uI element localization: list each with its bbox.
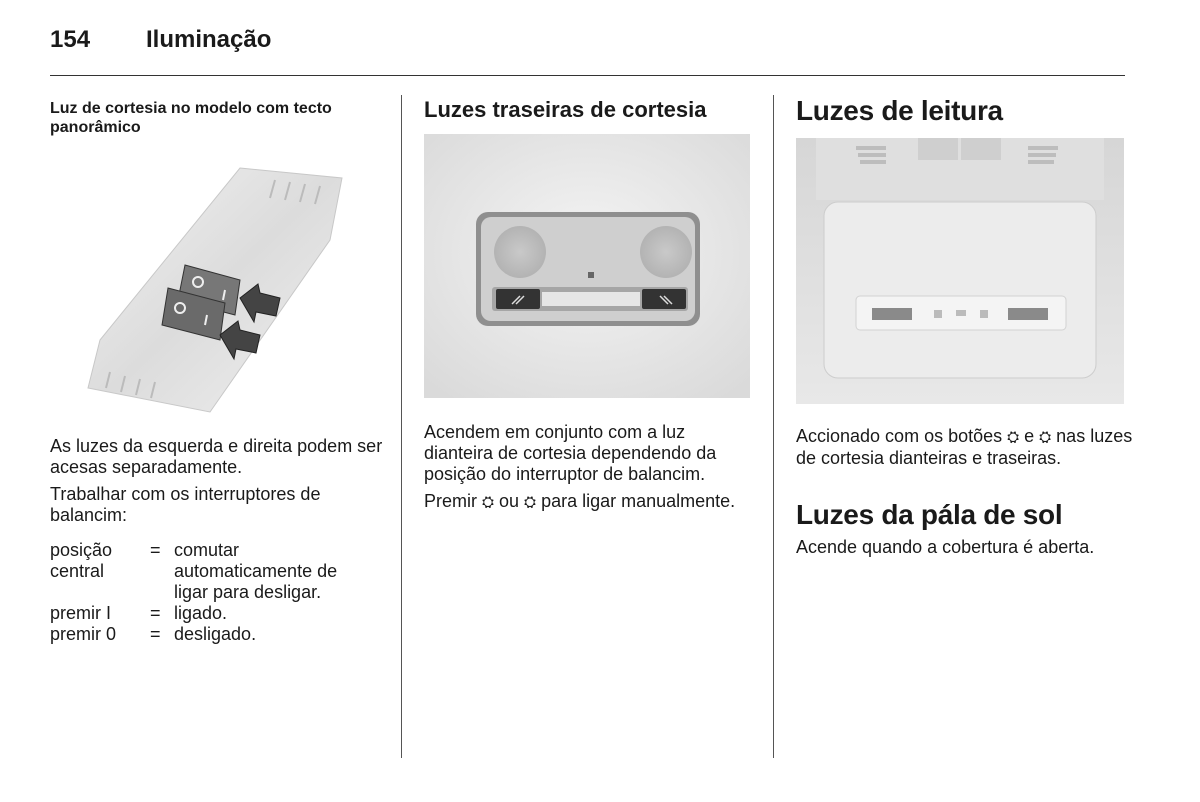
paragraph-left-right-lights: As luzes da esquerda e direita podem ser acesas separadamente. <box>50 436 383 477</box>
column-divider-2 <box>773 95 774 758</box>
column-2-text <box>424 422 756 513</box>
reading-light-right-icon: ⛭ <box>1039 428 1052 446</box>
reading-light-right-icon: ⛭ <box>524 493 537 511</box>
paragraph-press-manually <box>424 491 756 513</box>
definition-description: comutar automaticamente de ligar para desligar. <box>174 540 338 602</box>
text-or: ou <box>494 491 525 511</box>
definition-row-central <box>50 540 360 603</box>
definition-equals: = <box>150 603 161 623</box>
page-number: 154 <box>50 26 91 53</box>
text-and: e <box>1019 426 1040 446</box>
section-title: Iluminação <box>146 26 272 53</box>
paragraph-sun-visor: Acende quando a cobertura é aberta. <box>796 537 1095 557</box>
text-to-turn-on: para ligar manualmente. <box>536 491 736 511</box>
paragraph-rear-together: Acendem em conjunto com a luz dianteira de cortesia dependendo da posição do interruptor de balancim. <box>424 422 717 484</box>
reading-lights-illustration <box>796 138 1124 404</box>
column-divider-1 <box>401 95 402 758</box>
definition-row-on <box>50 603 360 624</box>
header-rule <box>50 75 1125 76</box>
paragraph-rocker-switches: Trabalhar com os interruptores de balancim: <box>50 484 321 525</box>
definition-term: premir I <box>50 603 112 623</box>
definition-description: desligado. <box>174 624 257 644</box>
rear-courtesy-light-illustration <box>424 134 750 398</box>
heading-sun-visor-lights: Luzes da pála de sol <box>796 499 1063 530</box>
definition-list <box>50 540 360 645</box>
column-3 <box>796 95 1126 127</box>
definition-term: premir 0 <box>50 624 117 644</box>
text-in-courtesy-lights: nas luzes de cortesia dianteiras e traseiras. <box>796 426 1133 468</box>
definition-term: posição central <box>50 540 113 581</box>
heading-reading-lights: Luzes de leitura <box>796 95 1003 126</box>
definition-description: ligado. <box>174 603 228 623</box>
definition-row-off <box>50 624 360 645</box>
definition-equals: = <box>150 624 161 644</box>
paragraph-reading-buttons <box>796 426 1136 469</box>
column-1 <box>50 99 385 137</box>
reading-light-left-icon: ⛭ <box>482 493 495 511</box>
text-activated: Accionado com os botões <box>796 426 1008 446</box>
column-1-text <box>50 436 390 526</box>
column-3-text <box>796 426 1136 558</box>
heading-rear-courtesy: Luzes traseiras de cortesia <box>424 97 707 122</box>
reading-light-left-icon: ⛭ <box>1007 428 1020 446</box>
text-press: Premir <box>424 491 482 511</box>
page-header <box>50 26 271 54</box>
subheading-panoramic: Luz de cortesia no modelo com tecto panorâmico <box>50 100 332 136</box>
column-2 <box>424 97 754 123</box>
panoramic-roof-switch-illustration <box>80 150 380 418</box>
definition-equals: = <box>150 540 161 560</box>
